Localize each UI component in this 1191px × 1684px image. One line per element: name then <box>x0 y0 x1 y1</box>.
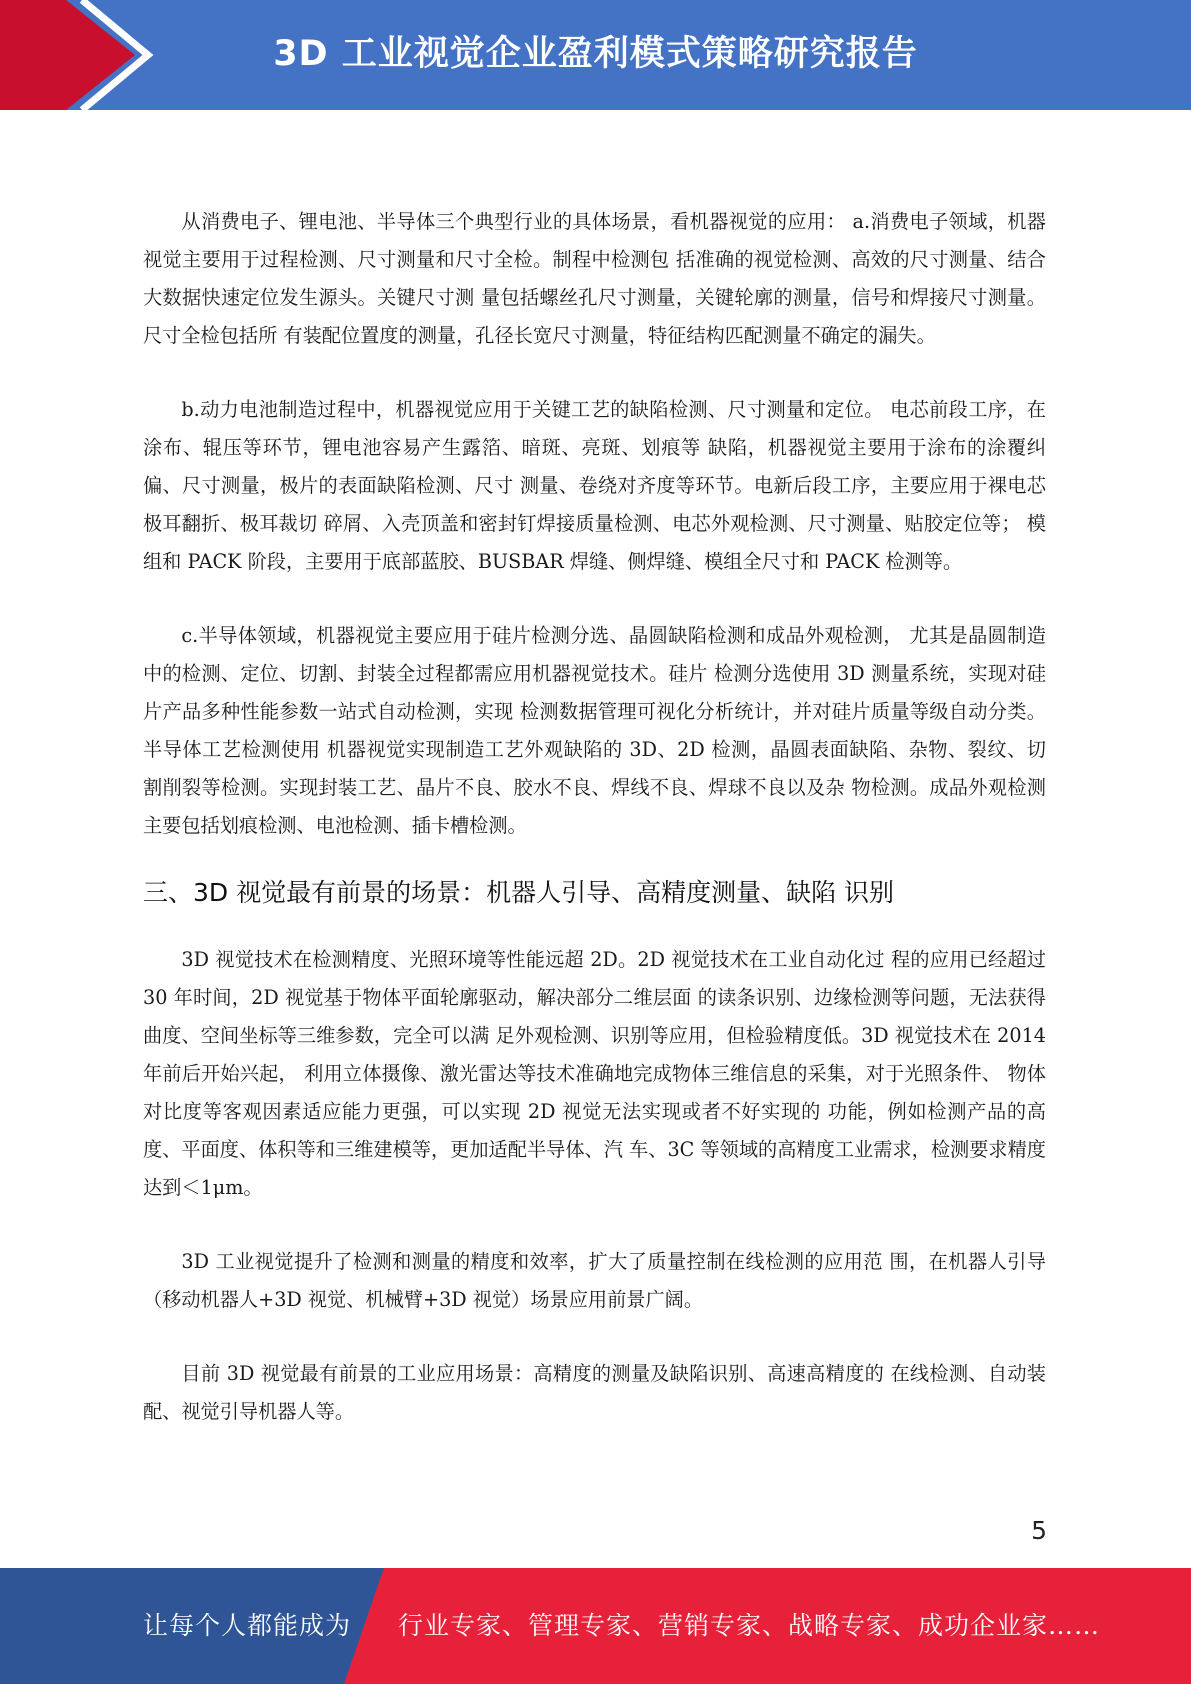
report-title: 3D 工业视觉企业盈利模式策略研究报告 <box>273 34 918 74</box>
paragraph-3d-scenarios: 目前 3D 视觉最有前景的工业应用场景：高精度的测量及缺陷识别、高速高精度的 在线检测、自动装配、视觉引导机器人等。 <box>143 1362 1046 1423</box>
paragraph-consumer-electronics: 从消费电子、锂电池、半导体三个典型行业的具体场景，看机器视觉的应用： a.消费电子领域，机器视觉主要用于过程检测、尺寸测量和尺寸全检。制程中检测包 括准确的视觉检测、高效的尺寸测量、结合大数据快速定位发生源头。关键尺寸测 量包括螺丝孔尺寸测量，关键轮廓的测量，信号和焊接尺寸测量。尺寸全检包括所 有装配位置度的测量，孔径长宽尺寸测量，特征结构匹配测量不确定的漏失。 <box>143 210 1046 347</box>
paragraph-power-battery: b.动力电池制造过程中，机器视觉应用于关键工艺的缺陷检测、尺寸测量和定位。 电芯前段工序，在涂布、辊压等环节，锂电池容易产生露箔、暗斑、亮斑、划痕等 缺陷，机器视觉主要用于涂布的涂覆纠偏、尺寸测量，极片的表面缺陷检测、尺寸 测量、卷绕对齐度等环节。电新后段工序，主要应用于裸电芯极耳翻折、极耳裁切 碎屑、入壳顶盖和密封钉焊接质量检测、电芯外观检测、尺寸测量、贴胶定位等； 模组和 PACK 阶段，主要用于底部蓝胶、BUSBAR 焊缝、侧焊缝、模组全尺寸和 PACK 检测等。 <box>143 398 1046 573</box>
header-arrow-decoration <box>0 0 170 110</box>
paragraph-3d-efficiency: 3D 工业视觉提升了检测和测量的精度和效率，扩大了质量控制在线检测的应用范 围，在机器人引导（移动机器人+3D 视觉、机械臂+3D 视觉）场景应用前景广阔。 <box>143 1250 1046 1311</box>
paragraph-3d-vs-2d: 3D 视觉技术在检测精度、光照环境等性能远超 2D。2D 视觉技术在工业自动化过 程的应用已经超过 30 年时间，2D 视觉基于物体平面轮廓驱动，解决部分二维层面 的读条识别、边缘检测等问题，无法获得曲度、空间坐标等三维参数，完全可以满 足外观检测、识别等应用，但检验精度低。3D 视觉技术在 2014 年前后开始兴起， 利用立体摄像、激光雷达等技术准确地完成物体三维信息的采集，对于光照条件、 物体对比度等客观因素适应能力更强，可以实现 2D 视觉无法实现或者不好实现的 功能，例如检测产品的高度、平面度、体积等和三维建模等，更加适配半导体、汽 车、3C 等领域的高精度工业需求，检测要求精度达到＜1μm。 <box>143 948 1046 1199</box>
page-footer <box>0 1568 1191 1684</box>
page-content <box>143 203 1046 1431</box>
page-number: 5 <box>1031 1516 1047 1545</box>
footer-slogan-tagline: 行业专家、管理专家、营销专家、战略专家、成功企业家…… <box>398 1611 1101 1640</box>
page-header <box>0 0 1191 110</box>
section-heading: 三、3D 视觉最有前景的场景：机器人引导、高精度测量、缺陷 识别 <box>143 878 895 907</box>
paragraph-semiconductor: c.半导体领域，机器视觉主要应用于硅片检测分选、晶圆缺陷检测和成品外观检测， 尤其是晶圆制造中的检测、定位、切割、封装全过程都需应用机器视觉技术。硅片 检测分选使用 3D 测量系统，实现对硅片产品多种性能参数一站式自动检测，实现 检测数据管理可视化分析统计，并对硅片质量等级自动分类。半导体工艺检测使用 机器视觉实现制造工艺外观缺陷的 3D、2D 检测，晶圆表面缺陷、杂物、裂纹、切 割削裂等检测。实现封装工艺、晶片不良、胶水不良、焊线不良、焊球不良以及杂 物检测。成品外观检测主要包括划痕检测、电池检测、插卡槽检测。 <box>143 624 1046 837</box>
footer-slogan-lead: 让每个人都能成为 <box>143 1611 352 1640</box>
